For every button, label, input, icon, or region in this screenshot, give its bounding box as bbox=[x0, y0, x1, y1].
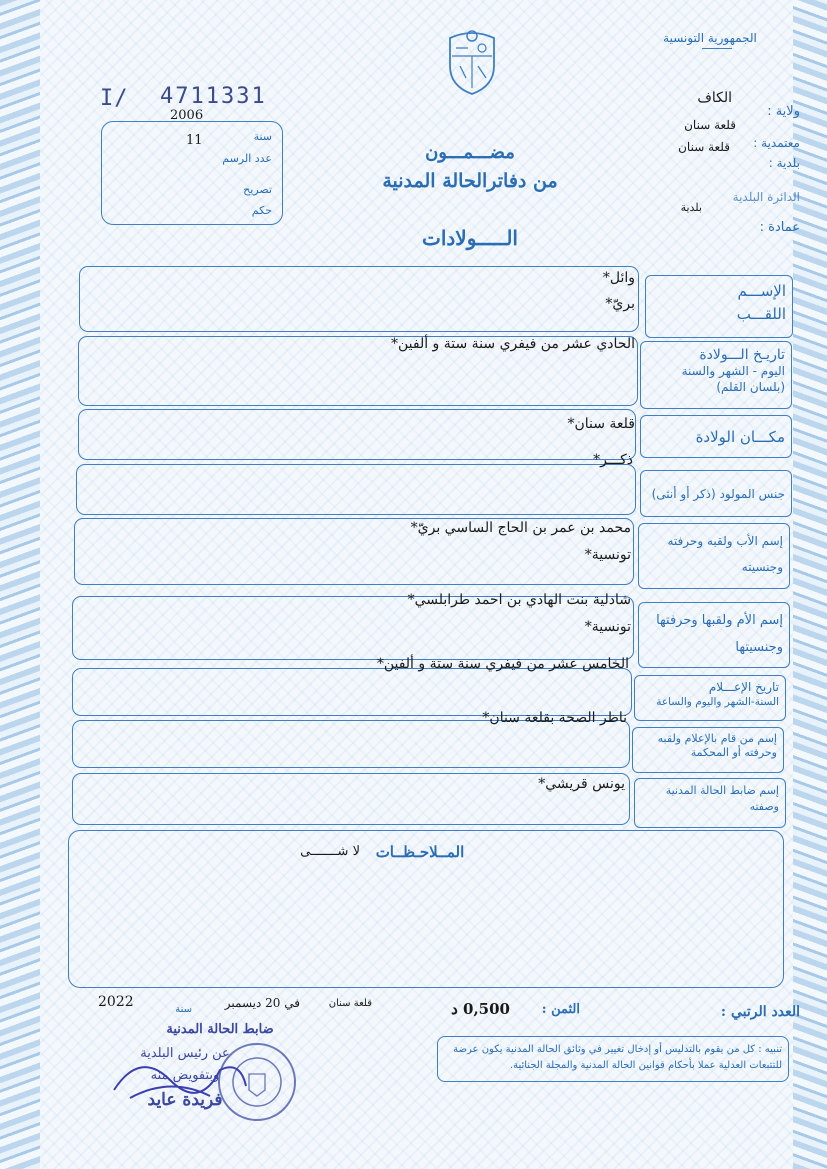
declaration-date-label-box bbox=[634, 675, 786, 721]
serial-number: 4711331 bbox=[160, 84, 267, 109]
header-divider bbox=[702, 48, 732, 49]
mootamadia-value: قلعة سنان bbox=[678, 140, 730, 154]
serial-prefix: I/ bbox=[100, 86, 129, 111]
father-nationality-value: تونسية* bbox=[584, 547, 631, 563]
declaration-date-value: الخامس عشر من فيفري سنة ستة و ألفين* bbox=[376, 656, 629, 672]
birth-place-value: قلعة سنان* bbox=[567, 416, 635, 432]
father-value: محمد بن عمر بن الحاج الساسي بريّ* bbox=[410, 520, 631, 536]
declaration-date-sublabel: السنة-الشهر واليوم والساعة bbox=[656, 695, 779, 708]
price-value: 0,500 د bbox=[451, 1000, 510, 1018]
birth-place-label: مكـــان الولادة bbox=[695, 428, 785, 446]
mootamadia-value-top: قلعة سنان bbox=[684, 118, 736, 132]
left-decorative-border bbox=[0, 0, 40, 1169]
declaration-date-value-box bbox=[72, 668, 632, 716]
name-label-box bbox=[645, 275, 793, 338]
birth-place-label-box bbox=[640, 415, 792, 458]
signature-delegation-line: وبتفويض منه bbox=[150, 1068, 220, 1083]
birth-date-value: الحادي عشر من فيفري سنة ستة و ألفين* bbox=[390, 336, 635, 352]
declarant-label: إسم من قام بالإعلام ولقبه bbox=[657, 732, 777, 745]
first-name-value: وائل* bbox=[602, 270, 635, 286]
ref-declaration-label: تصريح bbox=[243, 183, 272, 196]
mother-value: شادلية بنت الهادي بن احمد طرابلسي* bbox=[407, 592, 631, 608]
handwritten-signature-icon bbox=[110, 1040, 250, 1110]
last-name-value: بريّ* bbox=[605, 296, 635, 312]
mother-label: إسم الأم ولقبها وحرفتها bbox=[656, 613, 783, 628]
registers-title: من دفاترالحالة المدنية bbox=[382, 170, 558, 192]
district-label: الدائرة البلدية bbox=[732, 190, 800, 204]
last-name-label: اللقـــب bbox=[736, 305, 786, 324]
sex-value: ذكـــر* bbox=[593, 452, 633, 468]
right-decorative-border bbox=[793, 0, 827, 1169]
issue-year-value: 2022 bbox=[98, 994, 134, 1010]
serial-order-label: العدد الرتبي : bbox=[720, 1004, 800, 1020]
warning-text: تنبيه : كل من يقوم بالتدليس أو إدخال تغيير في وثائق الحالة المدنية يكون عرضة للتتبعات العدلية عملا بأحكام قوانين الحالة المدنية والمجلة الجنائية. bbox=[453, 1044, 782, 1071]
father-label-nationality: وجنسيته bbox=[741, 560, 783, 575]
birth-date-note: (بلسان القلم) bbox=[716, 379, 785, 394]
price-label: الثمن : bbox=[541, 1002, 580, 1017]
remarks-value: لا شـــــــى bbox=[300, 844, 360, 859]
wilaya-value: الكاف bbox=[697, 90, 732, 106]
births-title: الـــــولادات bbox=[422, 226, 518, 250]
birth-date-label: تاريـخ الـــولادة bbox=[699, 347, 785, 363]
declarant-label-box bbox=[632, 727, 784, 773]
ref-judgment-label: حكم bbox=[251, 204, 272, 217]
signature-officer-title: ضابط الحالة المدنية bbox=[166, 1022, 274, 1037]
name-value-box bbox=[79, 266, 639, 332]
declaration-date-label: تاريخ الإعـــلام bbox=[708, 680, 779, 694]
ref-year-label: سنة bbox=[253, 130, 272, 143]
extract-title: مضـــمـــون bbox=[425, 142, 515, 163]
mother-label-nationality: وجنسيتها bbox=[735, 640, 783, 656]
first-name-label: الإســـم bbox=[737, 282, 786, 300]
tunisia-coat-of-arms-icon bbox=[442, 26, 502, 96]
father-label: إسم الأب ولقبه وحرفته bbox=[667, 534, 783, 548]
ref-number-label: عدد الرسم bbox=[222, 152, 272, 165]
father-label-box bbox=[638, 523, 790, 589]
district-value: بلدية bbox=[680, 201, 702, 214]
ref-number-value: 11 bbox=[186, 133, 203, 148]
officer-label-box bbox=[634, 778, 786, 828]
wilaya-label: ولاية : bbox=[767, 104, 800, 119]
signature-mayor-line: عن رئيس البلدية bbox=[140, 1046, 230, 1061]
sex-value-box bbox=[76, 464, 636, 515]
republic-header: الجمهورية التونسية bbox=[663, 31, 757, 45]
mootamadia-label: معتمدية : bbox=[753, 136, 800, 150]
declarant-value: ناظر الصحة بقلعة سنان* bbox=[482, 710, 627, 726]
signature-name: فريدة عايد bbox=[147, 1090, 223, 1110]
remarks-label: المــلاحـظــات bbox=[375, 843, 465, 861]
sex-label-box bbox=[640, 470, 792, 517]
omada-label: عمادة : bbox=[759, 220, 800, 235]
declarant-value-box bbox=[72, 720, 630, 768]
officer-sublabel: وصفته bbox=[749, 799, 779, 813]
birth-date-label-box bbox=[640, 341, 792, 409]
issue-day: في 20 ديسمبر bbox=[224, 996, 300, 1010]
mother-nationality-value: تونسية* bbox=[584, 619, 631, 635]
birth-date-sublabel: اليوم - الشهر والسنة bbox=[681, 364, 785, 379]
issue-place: قلعة سنان bbox=[328, 998, 372, 1009]
ref-year-value: 2006 bbox=[170, 108, 204, 123]
issue-year-label: سنة bbox=[175, 1004, 192, 1015]
baladia-label: بلدية : bbox=[768, 156, 800, 170]
mother-label-box bbox=[638, 602, 790, 668]
sex-label: جنس المولود (ذكر أو أنثى) bbox=[651, 487, 785, 501]
declarant-sublabel: وحرفته أو المحكمة bbox=[690, 746, 777, 760]
officer-value: يونس قريشي* bbox=[538, 776, 625, 792]
birth-place-value-box bbox=[78, 409, 636, 460]
officer-label: إسم ضابط الحالة المدنية bbox=[665, 784, 779, 797]
